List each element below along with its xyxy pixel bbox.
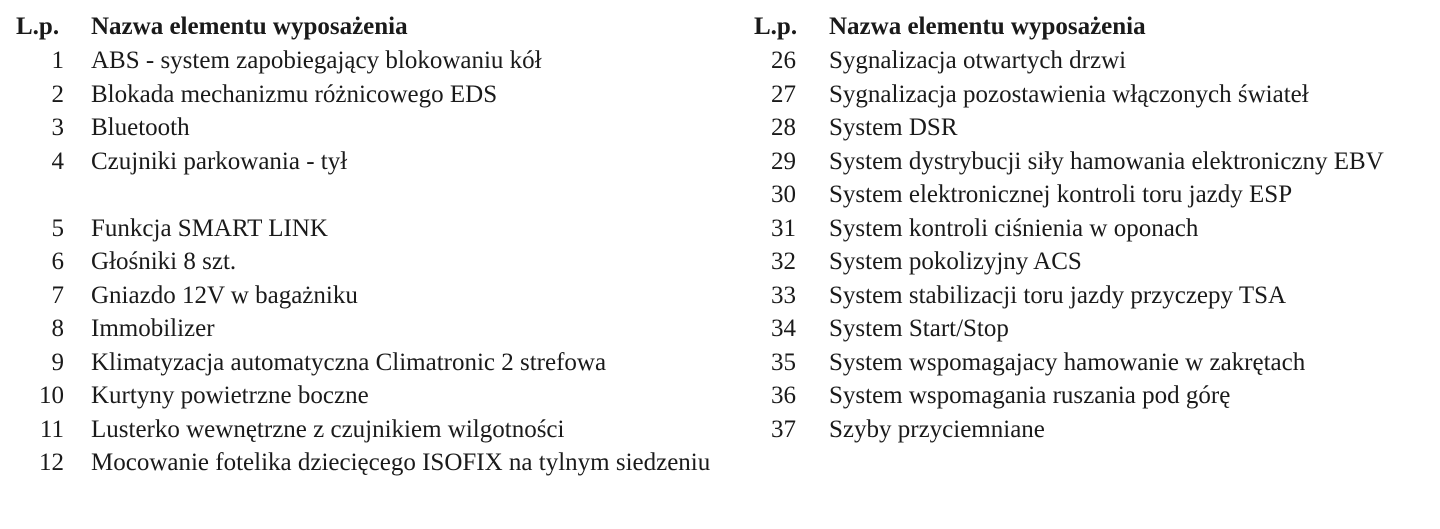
item-number: 35	[771, 348, 796, 376]
item-name: System kontroli ciśnienia w oponach	[829, 214, 1199, 242]
list-item	[754, 178, 1440, 212]
item-number: 32	[771, 248, 796, 275]
lp-header: L.p.	[16, 13, 60, 40]
item-number: 33	[771, 281, 796, 309]
item-name: Klimatyzacja automatyczna Climatronic 2 strefowa	[91, 348, 607, 376]
list-item	[754, 346, 1440, 380]
item-name: Głośniki 8 szt.	[91, 248, 237, 275]
item-name: Czujniki parkowania - tył	[91, 147, 348, 175]
item-number: 31	[771, 214, 796, 242]
list-item	[16, 212, 726, 246]
item-number: 10	[39, 382, 64, 409]
item-name: System dystrybucji siły hamowania elektroniczny EBV	[829, 147, 1384, 175]
item-name: Gniazdo 12V w bagażniku	[91, 281, 358, 309]
item-name: Lusterko wewnętrzne z czujnikiem wilgotności	[91, 415, 565, 443]
item-number: 27	[771, 80, 796, 108]
item-number: 29	[771, 147, 796, 175]
item-name: System pokolizyjny ACS	[829, 248, 1082, 275]
name-header: Nazwa elementu wyposażenia	[829, 13, 1146, 40]
item-number: 1	[51, 47, 64, 74]
item-name: Sygnalizacja pozostawienia włączonych świateł	[829, 80, 1309, 108]
item-number: 2	[51, 80, 64, 108]
item-name: ABS - system zapobiegający blokowaniu kół	[91, 47, 542, 74]
item-number: 12	[39, 449, 64, 476]
list-item	[754, 245, 1440, 279]
item-number: 5	[51, 214, 64, 242]
item-number: 26	[771, 47, 796, 74]
list-item	[16, 245, 726, 279]
list-item	[754, 413, 1440, 447]
item-number: 11	[39, 415, 64, 443]
item-number: 8	[51, 315, 64, 342]
list-item	[754, 111, 1440, 145]
item-number: 9	[51, 348, 64, 376]
item-name: Kurtyny powietrzne boczne	[91, 382, 369, 409]
item-number: 3	[51, 114, 64, 141]
item-number: 6	[51, 248, 64, 275]
list-item	[16, 379, 726, 413]
item-name: Bluetooth	[91, 114, 190, 141]
item-name: System wspomagania ruszania pod górę	[829, 382, 1231, 409]
list-item	[16, 312, 726, 346]
item-number: 30	[771, 181, 796, 208]
item-number: 7	[51, 281, 64, 309]
item-name: System elektronicznej kontroli toru jazdy ESP	[829, 181, 1293, 208]
name-header: Nazwa elementu wyposażenia	[91, 13, 408, 40]
item-number: 37	[771, 415, 796, 443]
equipment-column-left	[16, 10, 726, 480]
equipment-column-right	[754, 10, 1440, 446]
item-name: System stabilizacji toru jazdy przyczepy TSA	[829, 281, 1287, 309]
list-item	[16, 111, 726, 145]
list-item	[754, 78, 1440, 112]
item-number: 34	[771, 315, 796, 342]
list-item	[754, 145, 1440, 179]
lp-header: L.p.	[754, 13, 798, 40]
list-item	[16, 145, 726, 212]
column-header	[754, 10, 1440, 44]
item-number: 28	[771, 114, 796, 141]
item-name: System DSR	[829, 114, 958, 141]
item-number: 36	[771, 382, 796, 409]
item-name: Mocowanie fotelika dziecięcego ISOFIX na tylnym siedzeniu	[91, 449, 711, 476]
item-name: Blokada mechanizmu różnicowego EDS	[91, 80, 498, 108]
item-name: System Start/Stop	[829, 315, 1009, 342]
column-header	[16, 10, 726, 44]
list-item	[754, 312, 1440, 346]
item-name: Sygnalizacja otwartych drzwi	[829, 47, 1127, 74]
item-name: Szyby przyciemniane	[829, 415, 1045, 443]
list-item	[16, 279, 726, 313]
item-number: 4	[51, 147, 64, 175]
list-item	[16, 346, 726, 380]
list-item	[754, 279, 1440, 313]
item-name: System wspomagajacy hamowanie w zakrętach	[829, 348, 1306, 376]
list-item	[16, 446, 726, 480]
list-item	[754, 379, 1440, 413]
item-name: Immobilizer	[91, 315, 215, 342]
list-item	[754, 44, 1440, 78]
list-item	[16, 78, 726, 112]
list-item	[754, 212, 1440, 246]
list-item	[16, 44, 726, 78]
item-name: Funkcja SMART LINK	[91, 214, 328, 242]
list-item	[16, 413, 726, 447]
